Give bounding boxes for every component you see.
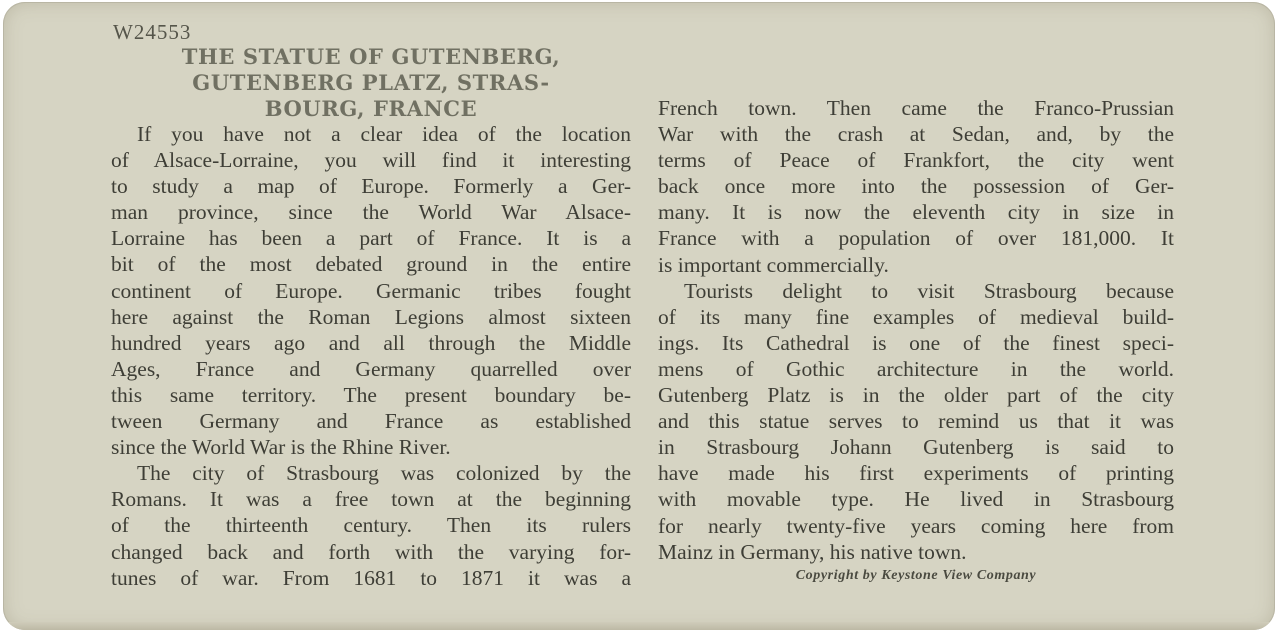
text-line: continent of Europe. Germanic tribes fought bbox=[111, 278, 631, 303]
text-line: French town. Then came the Franco-Prussian bbox=[658, 96, 1174, 120]
text-line: Gutenberg Platz is in the older part of the city bbox=[658, 383, 1174, 408]
text-line: tween Germany and France as established bbox=[111, 409, 631, 434]
card-title bbox=[111, 44, 631, 122]
left-text-column bbox=[111, 121, 631, 591]
text-line: Ages, France and Germany quarrelled over bbox=[111, 356, 631, 381]
card-bottom-edge bbox=[3, 622, 1275, 630]
title-line: BOURG, FRANCE bbox=[264, 96, 478, 121]
text-line: many. It is now the eleventh city in size in bbox=[658, 200, 1174, 225]
text-line: tunes of war. From 1681 to 1871 it was a bbox=[111, 565, 631, 590]
text-line: is important commercially. bbox=[658, 252, 889, 277]
text-line: Romans. It was a free town at the beginning bbox=[111, 487, 631, 512]
text-line: bit of the most debated ground in the entire bbox=[111, 252, 631, 277]
text-line: since the World War is the Rhine River. bbox=[111, 435, 451, 460]
text-line: ings. Its Cathedral is one of the finest speci- bbox=[658, 330, 1174, 355]
text-line: of the thirteenth century. Then its rulers bbox=[111, 513, 631, 538]
text-line: Lorraine has been a part of France. It is a bbox=[111, 226, 631, 251]
stereoview-card-back bbox=[3, 2, 1275, 630]
text-line: Mainz in Germany, his native town. bbox=[658, 539, 967, 564]
text-line: The city of Strasbourg was colonized by the bbox=[137, 461, 631, 486]
text-line: man province, since the World War Alsace- bbox=[111, 200, 631, 225]
text-line: back once more into the possession of Ger- bbox=[658, 174, 1174, 199]
text-line: in Strasbourg Johann Gutenberg is said to bbox=[658, 435, 1174, 460]
text-line: War with the crash at Sedan, and, by the bbox=[658, 122, 1174, 147]
text-line: mens of Gothic architecture in the world. bbox=[658, 356, 1174, 381]
text-line: here against the Roman Legions almost sixteen bbox=[111, 304, 631, 329]
text-line: changed back and forth with the varying for- bbox=[111, 539, 631, 564]
title-line: GUTENBERG PLATZ, STRAS- bbox=[192, 70, 550, 95]
text-line: for nearly twenty-five years coming here from bbox=[658, 513, 1174, 538]
text-line: and this statue serves to remind us that it was bbox=[658, 409, 1174, 434]
text-line: terms of Peace of Frankfort, the city went bbox=[658, 148, 1174, 173]
title-line: THE STATUE OF GUTENBERG, bbox=[181, 44, 561, 69]
text-line: to study a map of Europe. Formerly a Ger- bbox=[111, 174, 631, 199]
right-text-column bbox=[658, 95, 1174, 565]
text-line: France with a population of over 181,000. It bbox=[658, 226, 1174, 251]
text-line: with movable type. He lived in Strasbourg bbox=[658, 487, 1174, 512]
text-line: of its many fine examples of medieval build- bbox=[658, 304, 1174, 329]
text-line: Tourists delight to visit Strasbourg because bbox=[684, 278, 1174, 303]
copyright-notice: Copyright by Keystone View Company bbox=[795, 568, 1037, 583]
text-line: have made his first experiments of printing bbox=[658, 461, 1174, 486]
text-line: If you have not a clear idea of the location bbox=[137, 122, 631, 146]
text-line: hundred years ago and all through the Middle bbox=[111, 330, 631, 355]
text-line: this same territory. The present boundary be- bbox=[111, 382, 631, 407]
catalog-number: W24553 bbox=[113, 20, 192, 44]
text-line: of Alsace-Lorraine, you will find it interesting bbox=[111, 148, 631, 173]
